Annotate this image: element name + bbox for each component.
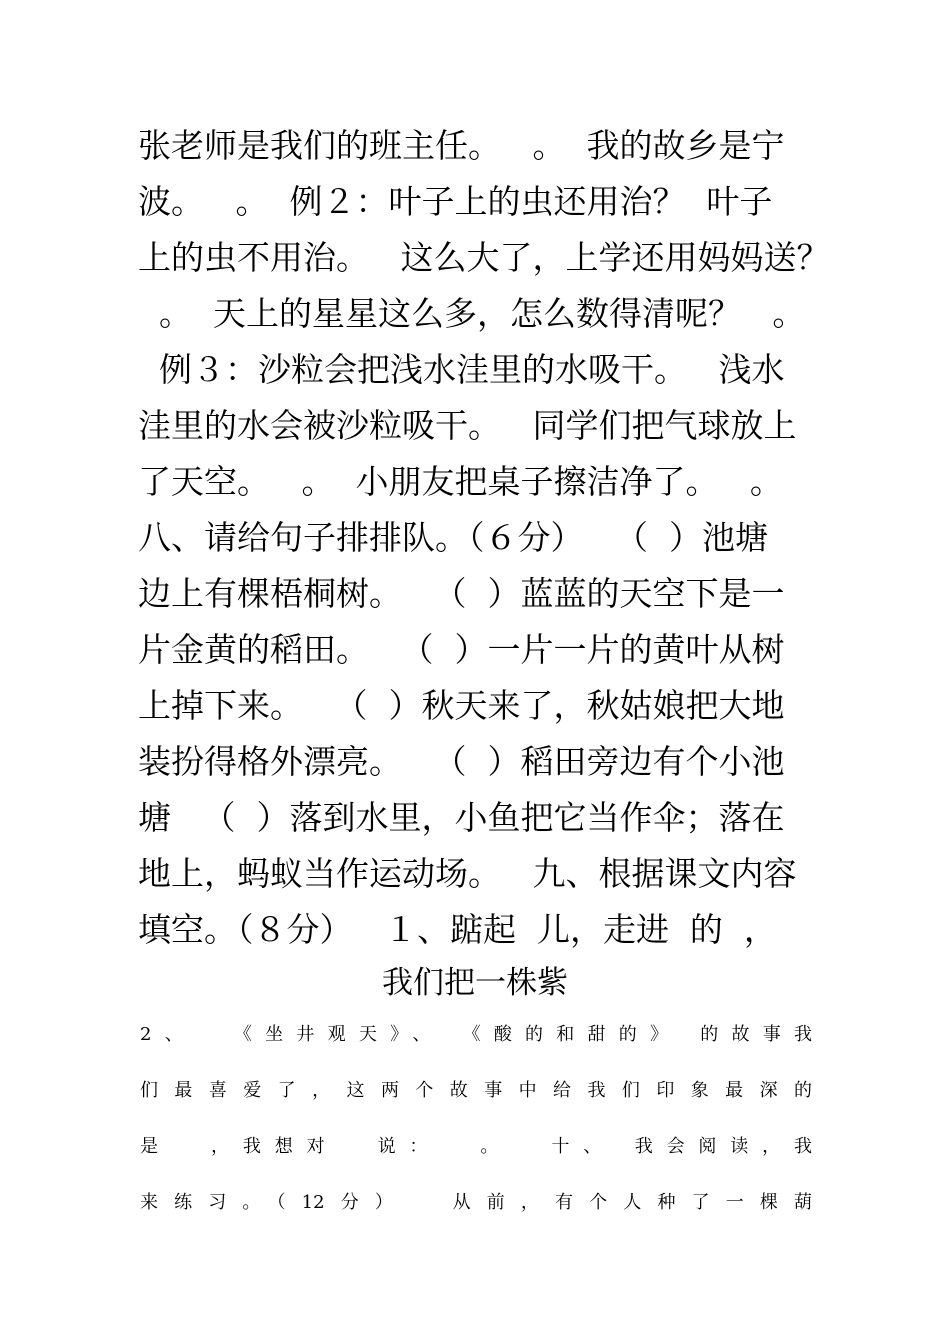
text-line: 洼里的水会被沙粒吸干。 同学们把气球放上 [138,406,797,445]
small-text-line: 2、 《坐井观天》、 《酸的和甜的》 的故事我 [140,1024,812,1045]
text-line: 塘 （ ）落到水里，小鱼把它当作伞；落在 [138,798,785,837]
text-line: 片金黄的稻田。 （ ）一片一片的黄叶从树 [138,630,785,669]
text-line: 填空。（８分） １、踮起 儿，走进 的 ， [138,910,777,949]
small-text-line: 来练习。（12分） 从前，有个人种了一棵葫 [140,1192,812,1213]
text-line: 地上，蚂蚁当作运动场。 九、根据课文内容 [138,854,797,893]
centered-line: 我们把一株紫 [382,965,568,1001]
text-line: 了天空。 。 小朋友把桌子擦洁净了。 。 [138,462,783,501]
small-text-line: 是 ，我想对 说： 。 十、 我会阅读，我 [140,1136,812,1157]
text-line: 上的虫不用治。 这么大了，上学还用妈妈送？ [138,238,830,277]
text-line: 装扮得格外漂亮。 （ ）稻田旁边有个小池 [138,742,785,781]
section-heading-line: 八、请给句子排排队。（６分） （ ）池塘 [138,518,768,557]
text-line: 。 天上的星星这么多，怎么数得清呢？ 。 [138,294,806,333]
text-line: 例３：沙粒会把浅水洼里的水吸干。 浅水 [138,350,785,389]
text-line: 波。 。 例２：叶子上的虫还用治？ 叶子 [138,182,773,221]
text-line: 上掉下来。 （ ）秋天来了，秋姑娘把大地 [138,686,785,725]
text-line: 边上有棵梧桐树。 （ ）蓝蓝的天空下是一 [138,574,785,613]
text-line: 张老师是我们的班主任。 。 我的故乡是宁 [138,126,785,165]
small-text-line: 们最喜爱了，这两个故事中给我们印象最深的 [140,1080,812,1101]
